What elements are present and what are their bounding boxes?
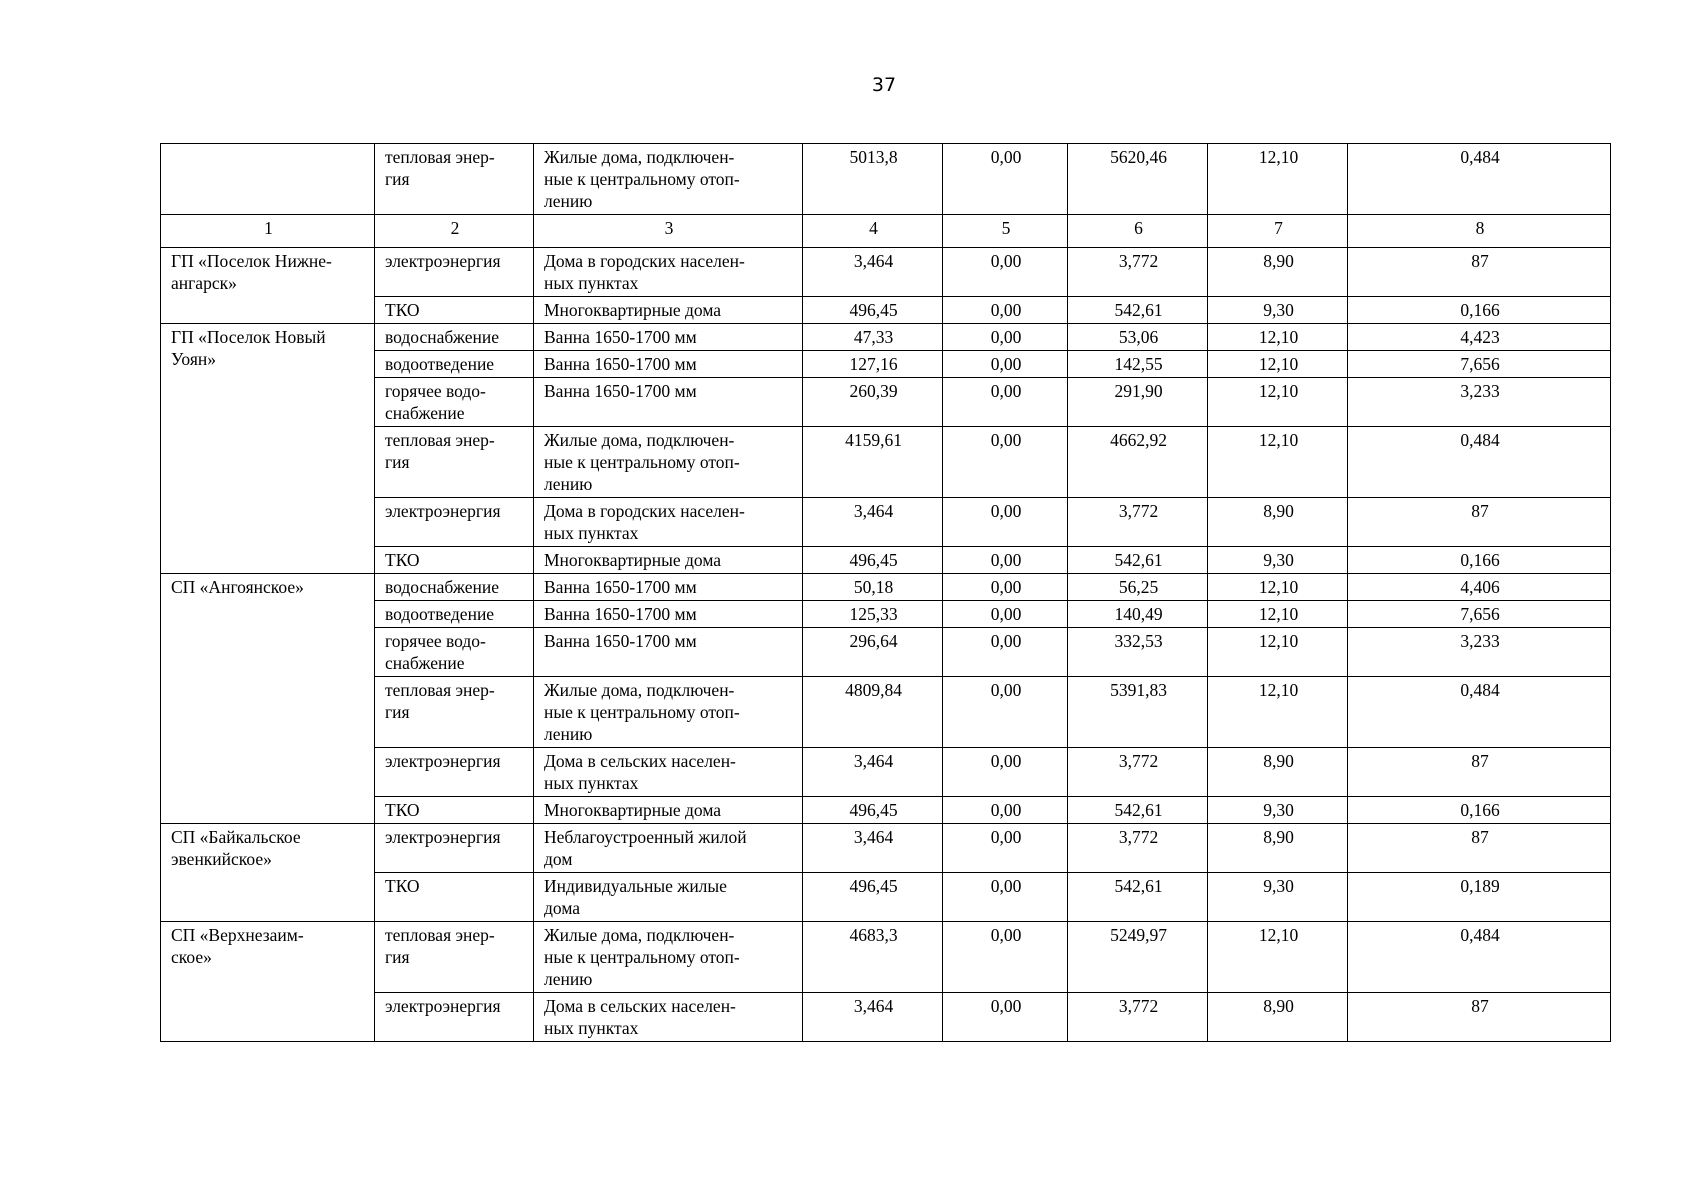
value-cell: 0,00 [943, 248, 1068, 297]
resource-cell: ТКО [375, 797, 534, 824]
table-row [161, 797, 1611, 824]
value-cell: 87 [1348, 248, 1611, 297]
table-row [161, 748, 1611, 797]
resource-cell: горячее водо- снабжение [375, 628, 534, 677]
value-cell: 3,464 [803, 248, 943, 297]
resource-cell: тепловая энер- гия [375, 144, 534, 215]
value-cell: 496,45 [803, 873, 943, 922]
column-number-row [161, 215, 1611, 248]
value-cell: 12,10 [1208, 922, 1348, 993]
value-cell: 0,00 [943, 427, 1068, 498]
value-cell: 542,61 [1068, 297, 1208, 324]
value-cell: 7,656 [1348, 601, 1611, 628]
resource-cell: электроэнергия [375, 498, 534, 547]
value-cell: 3,772 [1068, 498, 1208, 547]
value-cell: 0,00 [943, 797, 1068, 824]
value-cell: 5249,97 [1068, 922, 1208, 993]
value-cell: 3,464 [803, 498, 943, 547]
resource-cell: ТКО [375, 297, 534, 324]
category-cell: Неблагоустроенный жилой дом [534, 824, 803, 873]
column-number: 1 [161, 215, 375, 248]
value-cell: 496,45 [803, 297, 943, 324]
table-row [161, 547, 1611, 574]
resource-cell: водоснабжение [375, 574, 534, 601]
category-cell: Жилые дома, подключен- ные к центральному отоп- лению [534, 427, 803, 498]
column-number: 5 [943, 215, 1068, 248]
category-cell: Ванна 1650-1700 мм [534, 324, 803, 351]
value-cell: 9,30 [1208, 297, 1348, 324]
value-cell: 3,772 [1068, 248, 1208, 297]
continuation-row [161, 144, 1611, 215]
value-cell: 5391,83 [1068, 677, 1208, 748]
value-cell: 0,00 [943, 378, 1068, 427]
value-cell: 8,90 [1208, 748, 1348, 797]
value-cell: 8,90 [1208, 993, 1348, 1042]
column-number: 8 [1348, 215, 1611, 248]
table-row [161, 601, 1611, 628]
table-row [161, 574, 1611, 601]
value-cell: 0,00 [943, 873, 1068, 922]
value-cell: 0,484 [1348, 677, 1611, 748]
value-cell: 8,90 [1208, 248, 1348, 297]
municipality-cell-empty [161, 144, 375, 215]
value-cell: 542,61 [1068, 547, 1208, 574]
value-cell: 3,233 [1348, 378, 1611, 427]
value-cell: 9,30 [1208, 547, 1348, 574]
value-cell: 0,00 [943, 547, 1068, 574]
value-cell: 12,10 [1208, 601, 1348, 628]
value-cell: 87 [1348, 993, 1611, 1042]
column-number: 2 [375, 215, 534, 248]
resource-cell: горячее водо- снабжение [375, 378, 534, 427]
value-cell: 0,484 [1348, 427, 1611, 498]
value-cell: 0,166 [1348, 547, 1611, 574]
value-cell: 542,61 [1068, 797, 1208, 824]
table-row [161, 351, 1611, 378]
value-cell: 142,55 [1068, 351, 1208, 378]
resource-cell: тепловая энер- гия [375, 677, 534, 748]
value-cell: 296,64 [803, 628, 943, 677]
category-cell: Многоквартирные дома [534, 797, 803, 824]
value-cell: 3,772 [1068, 748, 1208, 797]
value-cell: 291,90 [1068, 378, 1208, 427]
value-cell: 8,90 [1208, 498, 1348, 547]
table-body [161, 144, 1611, 1042]
column-number: 6 [1068, 215, 1208, 248]
resource-cell: ТКО [375, 547, 534, 574]
tariff-table [160, 143, 1611, 1042]
value-cell: 87 [1348, 748, 1611, 797]
category-cell: Индивидуальные жилые дома [534, 873, 803, 922]
category-cell: Жилые дома, подключен- ные к центральному отоп- лению [534, 144, 803, 215]
category-cell: Ванна 1650-1700 мм [534, 574, 803, 601]
value-cell: 496,45 [803, 797, 943, 824]
table-row [161, 677, 1611, 748]
value-cell: 496,45 [803, 547, 943, 574]
table-row [161, 378, 1611, 427]
value-cell: 332,53 [1068, 628, 1208, 677]
table-row [161, 873, 1611, 922]
category-cell: Жилые дома, подключен- ные к центральному отоп- лению [534, 922, 803, 993]
table-row [161, 324, 1611, 351]
resource-cell: электроэнергия [375, 824, 534, 873]
value-cell: 8,90 [1208, 824, 1348, 873]
value-cell: 0,484 [1348, 144, 1611, 215]
value-cell: 50,18 [803, 574, 943, 601]
table-row [161, 248, 1611, 297]
category-cell: Ванна 1650-1700 мм [534, 378, 803, 427]
value-cell: 4,406 [1348, 574, 1611, 601]
category-cell: Ванна 1650-1700 мм [534, 601, 803, 628]
value-cell: 4159,61 [803, 427, 943, 498]
category-cell: Дома в городских населен- ных пунктах [534, 498, 803, 547]
municipality-cell: ГП «Поселок Новый Уоян» [161, 324, 375, 574]
value-cell: 0,166 [1348, 297, 1611, 324]
category-cell: Жилые дома, подключен- ные к центральному отоп- лению [534, 677, 803, 748]
category-cell: Дома в сельских населен- ных пунктах [534, 748, 803, 797]
value-cell: 542,61 [1068, 873, 1208, 922]
value-cell: 0,00 [943, 324, 1068, 351]
value-cell: 47,33 [803, 324, 943, 351]
table-row [161, 498, 1611, 547]
value-cell: 260,39 [803, 378, 943, 427]
value-cell: 140,49 [1068, 601, 1208, 628]
value-cell: 0,00 [943, 922, 1068, 993]
resource-cell: водоснабжение [375, 324, 534, 351]
resource-cell: водоотведение [375, 351, 534, 378]
value-cell: 0,00 [943, 628, 1068, 677]
resource-cell: электроэнергия [375, 748, 534, 797]
resource-cell: электроэнергия [375, 248, 534, 297]
value-cell: 0,00 [943, 144, 1068, 215]
value-cell: 53,06 [1068, 324, 1208, 351]
municipality-cell: ГП «Поселок Нижне- ангарск» [161, 248, 375, 324]
value-cell: 3,233 [1348, 628, 1611, 677]
value-cell: 12,10 [1208, 351, 1348, 378]
value-cell: 4809,84 [803, 677, 943, 748]
category-cell: Дома в сельских населен- ных пунктах [534, 993, 803, 1042]
resource-cell: тепловая энер- гия [375, 922, 534, 993]
value-cell: 0,00 [943, 748, 1068, 797]
table-row [161, 297, 1611, 324]
value-cell: 12,10 [1208, 324, 1348, 351]
value-cell: 12,10 [1208, 574, 1348, 601]
column-number: 3 [534, 215, 803, 248]
value-cell: 0,00 [943, 574, 1068, 601]
value-cell: 0,00 [943, 601, 1068, 628]
value-cell: 4683,3 [803, 922, 943, 993]
resource-cell: водоотведение [375, 601, 534, 628]
value-cell: 12,10 [1208, 144, 1348, 215]
value-cell: 87 [1348, 824, 1611, 873]
value-cell: 5013,8 [803, 144, 943, 215]
value-cell: 125,33 [803, 601, 943, 628]
value-cell: 87 [1348, 498, 1611, 547]
table-row [161, 993, 1611, 1042]
municipality-cell: СП «Ангоянское» [161, 574, 375, 824]
resource-cell: электроэнергия [375, 993, 534, 1042]
value-cell: 12,10 [1208, 378, 1348, 427]
category-cell: Дома в городских населен- ных пунктах [534, 248, 803, 297]
value-cell: 3,464 [803, 748, 943, 797]
page-number: 37 [871, 74, 897, 96]
category-cell: Многоквартирные дома [534, 547, 803, 574]
value-cell: 3,772 [1068, 824, 1208, 873]
resource-cell: ТКО [375, 873, 534, 922]
value-cell: 0,484 [1348, 922, 1611, 993]
table-row [161, 427, 1611, 498]
value-cell: 9,30 [1208, 873, 1348, 922]
column-number: 4 [803, 215, 943, 248]
category-cell: Ванна 1650-1700 мм [534, 628, 803, 677]
value-cell: 12,10 [1208, 427, 1348, 498]
value-cell: 0,00 [943, 297, 1068, 324]
municipality-cell: СП «Верхнезаим- ское» [161, 922, 375, 1042]
table-row [161, 824, 1611, 873]
value-cell: 12,10 [1208, 628, 1348, 677]
column-number: 7 [1208, 215, 1348, 248]
value-cell: 0,00 [943, 677, 1068, 748]
value-cell: 0,166 [1348, 797, 1611, 824]
value-cell: 5620,46 [1068, 144, 1208, 215]
value-cell: 0,189 [1348, 873, 1611, 922]
value-cell: 127,16 [803, 351, 943, 378]
value-cell: 4,423 [1348, 324, 1611, 351]
value-cell: 3,772 [1068, 993, 1208, 1042]
municipality-cell: СП «Байкальское эвенкийское» [161, 824, 375, 922]
value-cell: 9,30 [1208, 797, 1348, 824]
value-cell: 0,00 [943, 498, 1068, 547]
table-row [161, 922, 1611, 993]
value-cell: 56,25 [1068, 574, 1208, 601]
value-cell: 0,00 [943, 993, 1068, 1042]
value-cell: 7,656 [1348, 351, 1611, 378]
value-cell: 0,00 [943, 351, 1068, 378]
value-cell: 12,10 [1208, 677, 1348, 748]
value-cell: 4662,92 [1068, 427, 1208, 498]
resource-cell: тепловая энер- гия [375, 427, 534, 498]
value-cell: 3,464 [803, 993, 943, 1042]
category-cell: Ванна 1650-1700 мм [534, 351, 803, 378]
category-cell: Многоквартирные дома [534, 297, 803, 324]
value-cell: 0,00 [943, 824, 1068, 873]
value-cell: 3,464 [803, 824, 943, 873]
table-row [161, 628, 1611, 677]
